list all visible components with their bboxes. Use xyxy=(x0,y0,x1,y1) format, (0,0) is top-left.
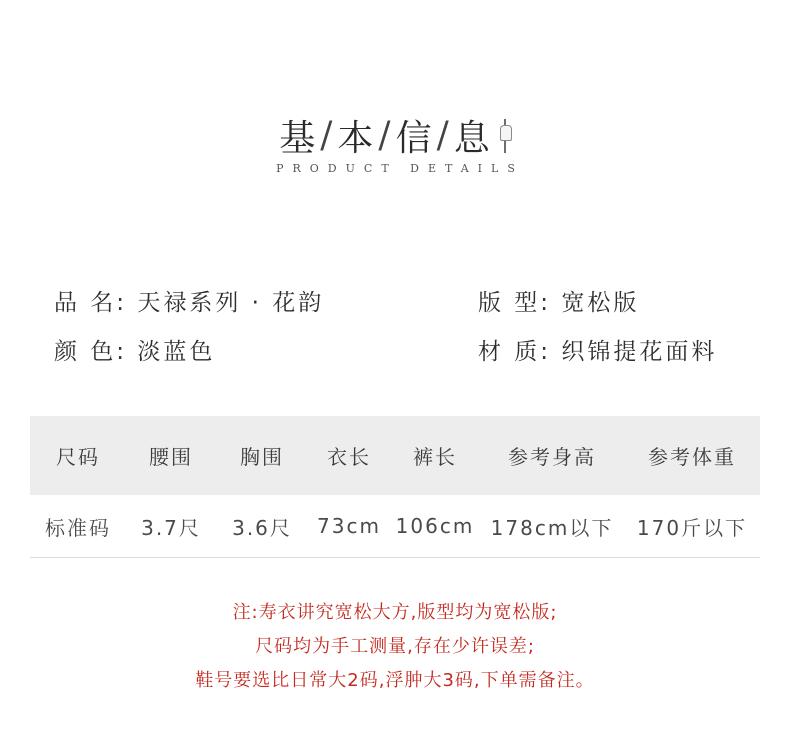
info-fit-value: 宽松版 xyxy=(561,290,640,316)
cell-chest: 3.6尺 xyxy=(232,515,292,540)
info-material-label: 材 质: xyxy=(478,339,552,365)
info-color-label: 颜 色: xyxy=(54,339,128,365)
section-heading xyxy=(0,110,790,161)
info-fit xyxy=(478,284,639,317)
info-name-label: 品 名: xyxy=(54,290,128,316)
note-line: 尺码均为手工测量,存在少许误差; xyxy=(255,636,535,657)
cell-waist: 3.7尺 xyxy=(141,515,201,540)
heading-char: 信 xyxy=(395,118,433,159)
info-fit-label: 版 型: xyxy=(478,290,552,316)
heading-subtitle: PRODUCT DETAILS xyxy=(276,162,524,175)
header-pants-length: 裤长 xyxy=(413,445,457,469)
info-material xyxy=(478,333,717,366)
note-line: 鞋号要选比日常大2码,浮肿大3码,下单需备注。 xyxy=(195,670,595,691)
cell-ref-weight: 170斤以下 xyxy=(636,515,748,540)
header-size: 尺码 xyxy=(56,445,100,469)
cell-top-length: 73cm xyxy=(317,514,381,538)
header-ref-weight: 参考体重 xyxy=(648,445,736,469)
info-color-value: 淡蓝色 xyxy=(137,339,216,365)
heading-separator: / xyxy=(378,115,392,156)
heading-separator: / xyxy=(436,115,450,156)
table-row xyxy=(30,495,760,558)
heading-separator: / xyxy=(320,115,334,156)
header-waist: 腰围 xyxy=(149,445,193,469)
size-table xyxy=(30,416,760,558)
heading-char: 基 xyxy=(279,118,317,159)
header-chest: 胸围 xyxy=(240,445,284,469)
info-color xyxy=(54,333,215,366)
info-material-value: 织锦提花面料 xyxy=(561,339,718,365)
dress-form-icon xyxy=(499,119,511,153)
heading-char: 本 xyxy=(337,118,375,159)
notes-block xyxy=(0,596,790,698)
heading-title xyxy=(279,110,510,161)
cell-size: 标准码 xyxy=(45,515,111,540)
note-line: 注:寿衣讲究宽松大方,版型均为宽松版; xyxy=(232,602,558,623)
header-ref-height: 参考身高 xyxy=(508,445,596,469)
info-name xyxy=(54,284,324,317)
cell-ref-height: 178cm以下 xyxy=(490,515,614,540)
cell-pants-length: 106cm xyxy=(395,514,475,538)
heading-char: 息 xyxy=(453,118,491,159)
info-name-value: 天禄系列 · 花韵 xyxy=(137,290,325,316)
size-table-header xyxy=(30,416,760,495)
header-top-length: 衣长 xyxy=(327,445,371,469)
